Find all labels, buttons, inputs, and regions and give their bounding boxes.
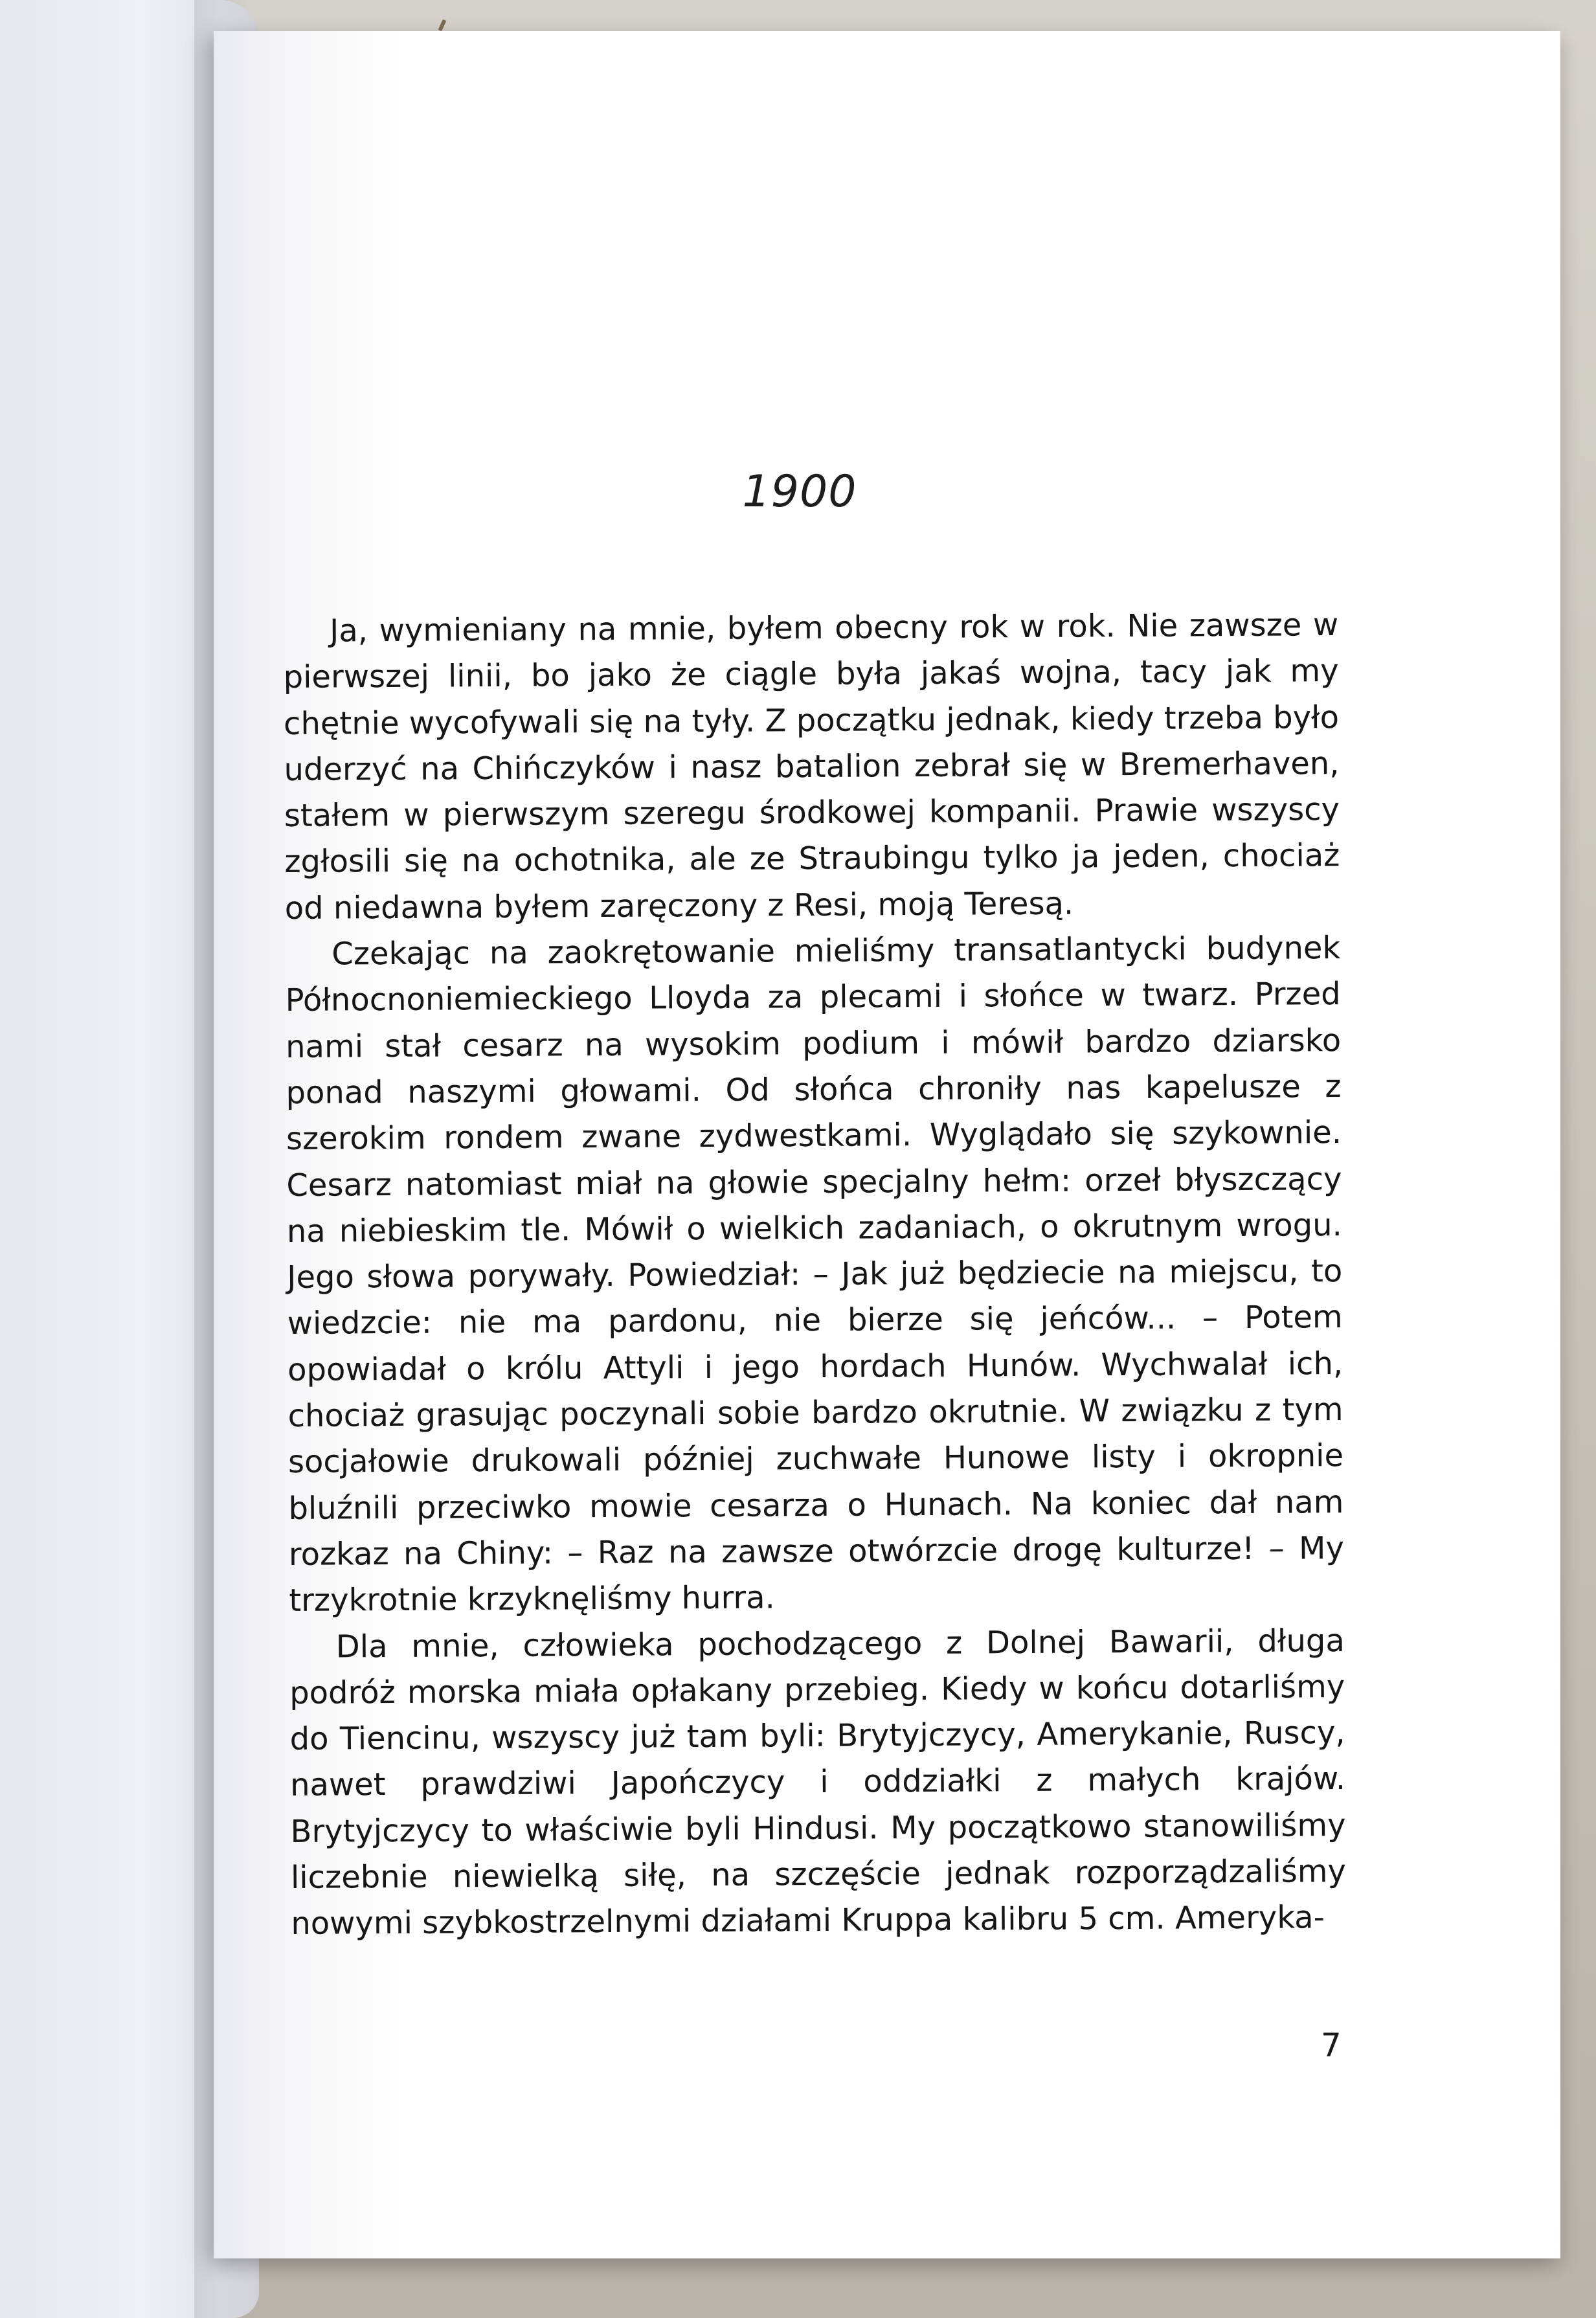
body-text [283, 602, 1347, 1948]
paragraph-3: Dla mnie, człowieka pochodzącego z Dolnej Bawarii, długa podróż morska miała opłakany przebieg. Kiedy w końcu dotarliśmy do Tiencinu, wszyscy już tam byli: Brytyjczycy, Amerykanie, Ruscy, nawet prawdziwi Japończycy i oddziałki z małych krajów. Brytyjczycy to właściwie byli Hindusi. My początkowo stanowiliśmy liczebnie niewielką siłę, na szczęście jednak rozporządzaliśmy nowymi szybkostrzelnymi działami Kruppa kalibru 5 cm. Ameryka- [289, 1622, 1347, 1942]
chapter-title: 1900 [742, 466, 857, 517]
paragraph-1: Ja, wymieniany na mnie, byłem obecny rok w rok. Nie zawsze w pierwszej linii, bo jako że ciągle była jakaś wojna, tacy jak my chętnie wycofywali się na tyły. Z początku jednak, kiedy trzeba było uderzyć na Chińczyków i nasz batalion zebrał się w Bremerhaven, stałem w pierwszym szeregu środkowej kompanii. Prawie wszyscy zgłosili się na ochotnika, ale ze Straubingu tylko ja jeden, chociaż od niedawna byłem zaręczony z Resi, moją Teresą. [283, 607, 1340, 927]
paragraph-2: Czekając na zaokrętowanie mieliśmy transatlantycki budynek Północnoniemieckiego Lloyda za plecami i słońce w twarz. Przed nami stał cesarz na wysokim podium i mówił bardzo dziarsko ponad naszymi głowami. Od słońca chroniły nas kapelusze z szerokim rondem zwane zydwestkami. Wyglądało się szykownie. Cesarz natomiast miał na głowie specjalny hełm: orzeł błyszczący na niebieskim tle. Mówił o wielkich zadaniach, o okrutnym wrogu. Jego słowa porywały. Powiedział: – Jak już będziecie na miejscu, to wiedzcie: nie ma pardonu, nie bierze się jeńców... – Potem opowiadał o królu Attyli i jego hordach Hunów. Wychwalał ich, chociaż grasując poczynali sobie bardzo okrutnie. W związku z tym socjałowie drukowali później zuchwałe Hunowe listy i okropnie bluźnili przeciwko mowie cesarza o Hunach. Na koniec dał nam rozkaz na Chiny: – Raz na zawsze otwórzcie drogę kulturze! – My trzykrotnie krzyknęliśmy hurra. [285, 930, 1345, 1619]
page-number: 7 [1321, 2027, 1342, 2064]
